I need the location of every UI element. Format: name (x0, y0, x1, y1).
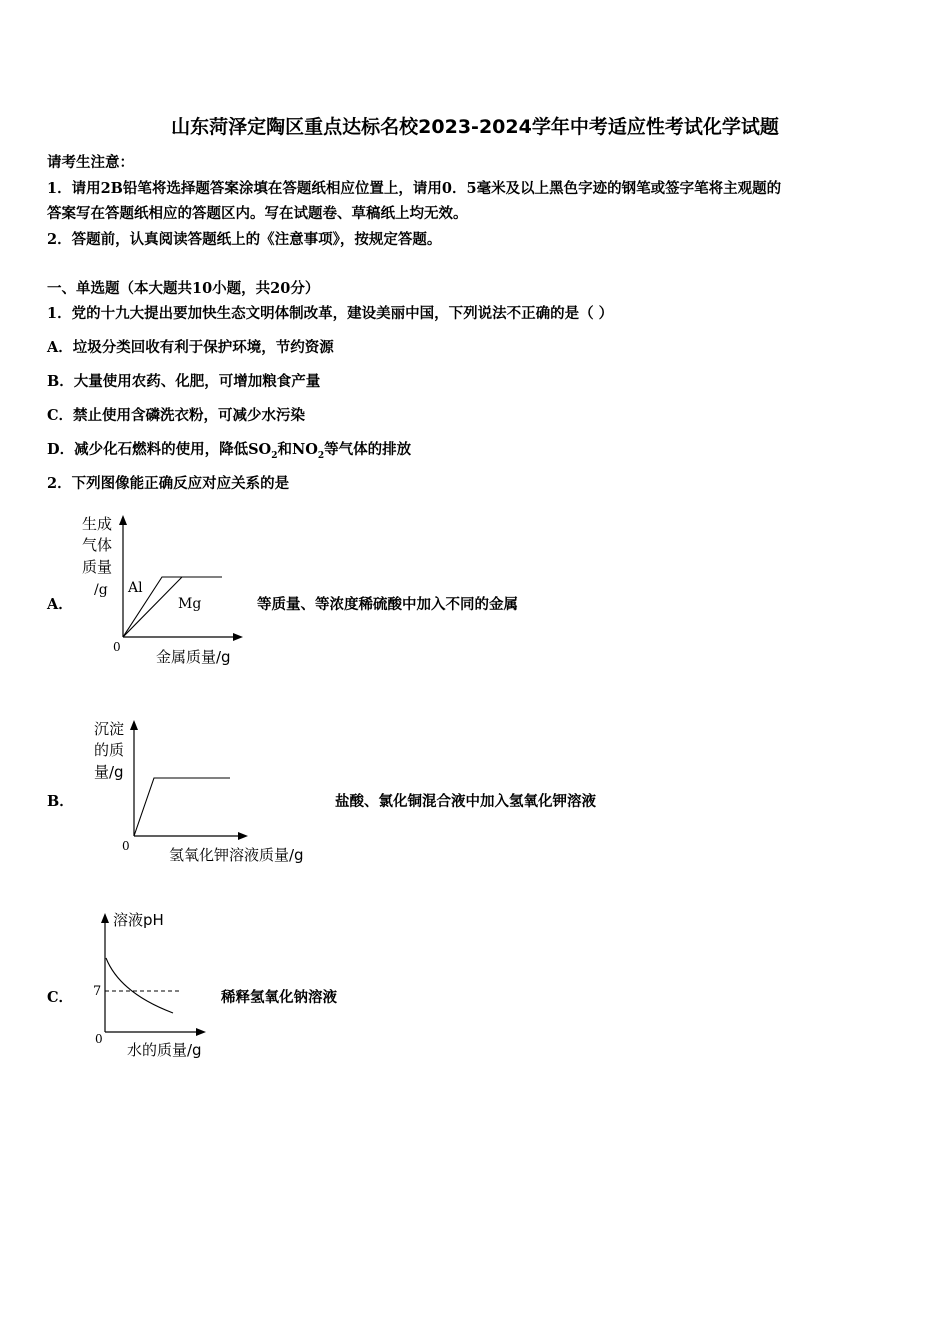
y-label-line-4: /g (94, 582, 108, 598)
notice-item-2: 2．答题前，认真阅读答题纸上的《注意事项》，按规定答题。 (47, 231, 442, 248)
origin-label: 0 (95, 1032, 103, 1046)
section-heading: 一、单选题（本大题共10小题，共20分） (47, 280, 320, 297)
y-axis-arrow (119, 515, 127, 525)
q1-option-a: A．垃圾分类回收有利于保护环境，节约资源 (47, 339, 334, 356)
q2-stem: 2．下列图像能正确反应对应关系的是 (47, 475, 290, 492)
x-axis-arrow (238, 832, 248, 840)
y-axis-arrow (101, 913, 109, 923)
series-label-mg: Mg (178, 596, 202, 612)
y-label-line-1: 沉淀 (94, 720, 125, 738)
q2-option-b-graph (85, 712, 335, 872)
q2-option-c-caption: 稀释氢氧化钠溶液 (221, 989, 337, 1006)
q1-option-d: D．减少化石燃料的使用，降低$SO_2$和$NO_2$等气体的排放 (47, 441, 412, 461)
q2-option-b-letter: B． (47, 793, 74, 810)
series-label-al: Al (128, 580, 143, 596)
y-label-line-1: 生成 (82, 515, 113, 533)
y-label-line-2: 的质 (94, 741, 125, 759)
page-title: 山东菏泽定陶区重点达标名校2023-2024学年中考适应性考试化学试题 (171, 116, 779, 138)
y-axis-arrow (130, 720, 138, 730)
y-label-line-3: 质量 (82, 558, 113, 576)
precipitate-curve (134, 778, 230, 836)
q2-option-c-graph (85, 905, 225, 1065)
q2-option-a-graph (70, 505, 260, 670)
q2-option-b-caption: 盐酸、氯化铜混合液中加入氢氧化钾溶液 (335, 793, 596, 810)
y-label-line-3: 量/g (94, 763, 124, 781)
q1-option-b: B．大量使用农药、化肥，可增加粮食产量 (47, 373, 321, 390)
q2-option-a-letter: A． (47, 596, 73, 613)
tick-7-label: 7 (93, 984, 102, 999)
x-axis-arrow (233, 633, 243, 641)
origin-label: 0 (122, 839, 130, 853)
notice-heading: 请考生注意： (47, 154, 134, 171)
y-label-line-2: 气体 (82, 536, 113, 554)
ph-curve (106, 958, 173, 1013)
x-label: 水的质量/g (127, 1041, 202, 1059)
x-label: 氢氧化钾溶液质量/g (169, 846, 304, 864)
y-label: 溶液pH (113, 911, 164, 929)
q1-stem: 1．党的十九大提出要加快生态文明体制改革，建设美丽中国，下列说法不正确的是（ ） (47, 305, 614, 322)
notice-item-1-line-1: 1．请用2B铅笔将选择题答案涂填在答题纸相应位置上，请用0．5毫米及以上黑色字迹的钢笔或签字笔将主观题的 (47, 180, 782, 197)
q2-option-c-letter: C． (47, 989, 74, 1006)
x-axis-arrow (196, 1028, 206, 1036)
notice-item-1-line-2: 答案写在答题纸相应的答题区内。写在试题卷、草稿纸上均无效。 (47, 205, 468, 222)
origin-label: 0 (113, 640, 121, 654)
q2-option-a-caption: 等质量、等浓度稀硫酸中加入不同的金属 (257, 596, 518, 613)
q1-option-c: C．禁止使用含磷洗衣粉，可减少水污染 (47, 407, 306, 424)
x-label: 金属质量/g (156, 648, 231, 666)
